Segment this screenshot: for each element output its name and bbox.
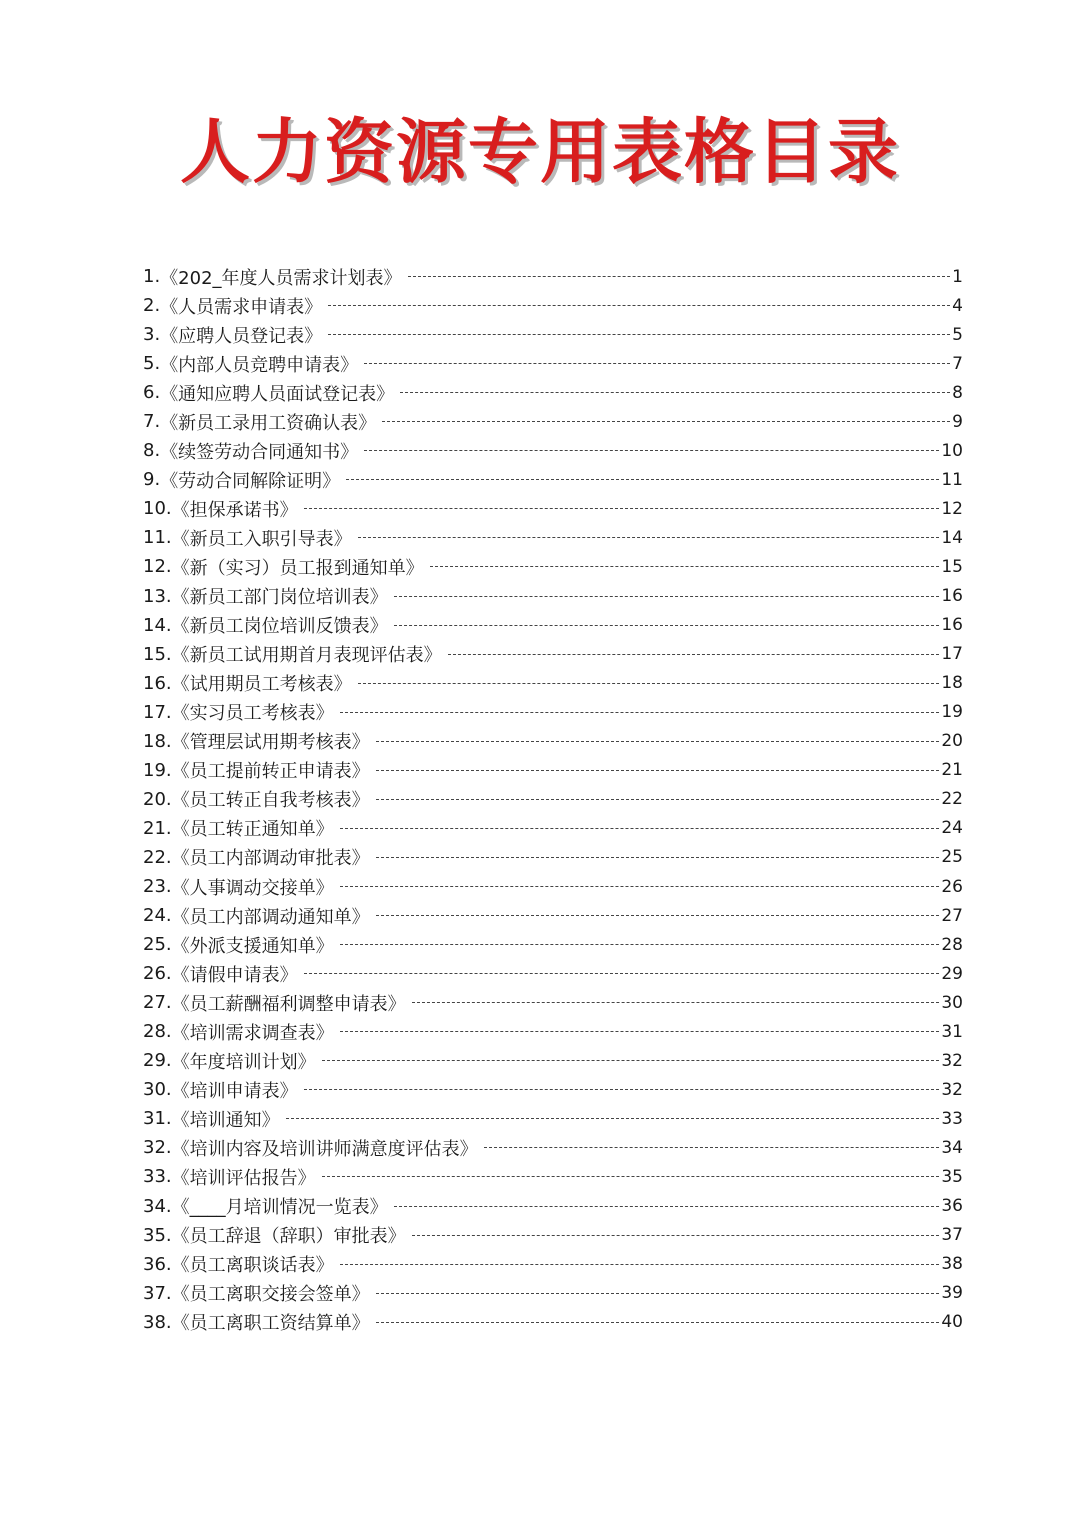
toc-entry-title: 《人员需求申请表》 bbox=[160, 296, 323, 318]
toc-leader-line bbox=[408, 276, 951, 277]
toc-entry-title: 《培训评估报告》 bbox=[171, 1167, 316, 1189]
toc-entry-title: 《新员工录用工资确认表》 bbox=[160, 412, 377, 434]
toc-leader-line bbox=[364, 363, 950, 364]
toc-entry[interactable] bbox=[143, 1133, 963, 1162]
toc-leader-line bbox=[340, 828, 940, 829]
toc-entry-number: 25. bbox=[143, 934, 172, 956]
toc-leader-line bbox=[328, 305, 950, 306]
toc-entry-number: 23. bbox=[143, 876, 172, 897]
toc-entry-page-number: 40 bbox=[941, 1312, 963, 1333]
toc-leader-line bbox=[358, 537, 940, 538]
page-title: 人力资源专用表格目录 bbox=[180, 111, 900, 193]
toc-leader-line bbox=[394, 1206, 940, 1207]
toc-entry-page-number: 34 bbox=[941, 1137, 963, 1158]
toc-leader-line bbox=[376, 1293, 940, 1294]
toc-entry-title: 《内部人员竞聘申请表》 bbox=[160, 354, 359, 376]
toc-entry-title: 《通知应聘人员面试登记表》 bbox=[160, 383, 395, 405]
toc-entry[interactable] bbox=[143, 756, 963, 785]
toc-entry-number: 9. bbox=[143, 469, 161, 491]
toc-entry-page-number: 14 bbox=[941, 527, 963, 548]
toc-entry[interactable] bbox=[143, 988, 963, 1017]
toc-entry[interactable] bbox=[143, 465, 963, 494]
toc-entry[interactable] bbox=[143, 727, 963, 756]
toc-entry[interactable] bbox=[143, 1017, 963, 1046]
toc-entry-title: 《管理层试用期考核表》 bbox=[171, 732, 370, 754]
toc-entry-page-number: 11 bbox=[941, 469, 963, 490]
toc-entry-page-number: 39 bbox=[941, 1283, 963, 1304]
toc-entry[interactable] bbox=[143, 552, 963, 581]
toc-entry[interactable] bbox=[143, 1192, 963, 1221]
toc-entry[interactable] bbox=[143, 1075, 963, 1104]
toc-entry-page-number: 5 bbox=[952, 324, 963, 345]
toc-entry-title: 《新员工入职引导表》 bbox=[171, 528, 352, 550]
toc-entry-page-number: 8 bbox=[952, 382, 963, 403]
toc-entry-page-number: 27 bbox=[941, 905, 963, 926]
toc-entry-title: 《员工离职交接会签单》 bbox=[171, 1284, 370, 1306]
toc-entry-number: 27. bbox=[143, 992, 172, 1014]
toc-leader-line bbox=[322, 1176, 940, 1177]
toc-entry-number: 7. bbox=[143, 411, 161, 433]
toc-entry-number: 5. bbox=[143, 353, 161, 375]
toc-entry-number: 8. bbox=[143, 440, 161, 462]
toc-entry-number: 34. bbox=[143, 1195, 172, 1217]
toc-entry-number: 37. bbox=[143, 1282, 172, 1304]
toc-leader-line bbox=[346, 479, 939, 480]
toc-entry-page-number: 26 bbox=[941, 876, 963, 897]
toc-entry-number: 28. bbox=[143, 1021, 172, 1043]
toc-leader-line bbox=[412, 1002, 940, 1003]
toc-entry-number: 13. bbox=[143, 585, 172, 607]
toc-entry-number: 3. bbox=[143, 324, 161, 346]
toc-entry[interactable] bbox=[143, 901, 963, 930]
toc-entry-title: 《人事调动交接单》 bbox=[171, 877, 334, 899]
toc-leader-line bbox=[394, 596, 940, 597]
toc-entry-title: 《培训需求调查表》 bbox=[171, 1022, 334, 1044]
toc-entry-number: 33. bbox=[143, 1166, 172, 1188]
toc-entry-page-number: 31 bbox=[941, 1021, 963, 1042]
toc-entry-page-number: 33 bbox=[941, 1108, 963, 1129]
toc-leader-line bbox=[412, 1235, 940, 1236]
toc-leader-line bbox=[376, 741, 940, 742]
toc-entry-number: 17. bbox=[143, 701, 172, 723]
toc-entry[interactable] bbox=[143, 1250, 963, 1279]
toc-entry[interactable] bbox=[143, 1162, 963, 1191]
toc-leader-line bbox=[340, 712, 940, 713]
toc-entry-title: 《新员工试用期首月表现评估表》 bbox=[171, 645, 442, 667]
toc-leader-line bbox=[376, 799, 940, 800]
toc-entry-title: 《请假申请表》 bbox=[171, 964, 298, 986]
toc-entry-title: 《培训申请表》 bbox=[171, 1080, 298, 1102]
toc-entry[interactable] bbox=[143, 407, 963, 436]
toc-entry-title: 《担保承诺书》 bbox=[171, 499, 298, 521]
toc-entry-page-number: 37 bbox=[941, 1225, 963, 1246]
toc-leader-line bbox=[304, 973, 940, 974]
toc-entry-number: 36. bbox=[143, 1253, 172, 1275]
toc-entry-title: 《新员工岗位培训反馈表》 bbox=[171, 616, 388, 638]
toc-entry-title: 《应聘人员登记表》 bbox=[160, 325, 323, 347]
toc-entry[interactable] bbox=[143, 611, 963, 640]
toc-entry[interactable] bbox=[143, 1308, 963, 1337]
toc-entry[interactable] bbox=[143, 872, 963, 901]
toc-entry-number: 11. bbox=[143, 527, 172, 549]
toc-entry[interactable] bbox=[143, 349, 963, 378]
toc-entry-page-number: 38 bbox=[941, 1254, 963, 1275]
toc-entry-title: 《年度培训计划》 bbox=[171, 1051, 316, 1073]
toc-entry-page-number: 19 bbox=[941, 702, 963, 723]
toc-leader-line bbox=[340, 1264, 940, 1265]
toc-leader-line bbox=[304, 508, 940, 509]
toc-entry[interactable] bbox=[143, 523, 963, 552]
toc-entry-title: 《员工内部调动审批表》 bbox=[171, 848, 370, 870]
toc-leader-line bbox=[340, 1031, 940, 1032]
toc-entry-title: 《培训内容及培训讲师满意度评估表》 bbox=[171, 1138, 478, 1160]
toc-entry-title: 《202_年度人员需求计划表》 bbox=[160, 267, 402, 289]
toc-leader-line bbox=[322, 1060, 940, 1061]
toc-entry-title: 《外派支援通知单》 bbox=[171, 935, 334, 957]
toc-entry-number: 2. bbox=[143, 295, 161, 317]
toc-leader-line bbox=[376, 1322, 940, 1323]
toc-entry-page-number: 32 bbox=[941, 1079, 963, 1100]
toc-entry-page-number: 29 bbox=[941, 963, 963, 984]
toc-entry-page-number: 30 bbox=[941, 992, 963, 1013]
toc-entry-number: 20. bbox=[143, 788, 172, 810]
toc-entry[interactable] bbox=[143, 640, 963, 669]
toc-entry-page-number: 7 bbox=[952, 353, 963, 374]
toc-entry-page-number: 9 bbox=[952, 411, 963, 432]
toc-entry-number: 15. bbox=[143, 643, 172, 665]
toc-entry-page-number: 22 bbox=[941, 789, 963, 810]
toc-entry-number: 38. bbox=[143, 1311, 172, 1333]
toc-leader-line bbox=[376, 857, 940, 858]
toc-entry-page-number: 20 bbox=[941, 731, 963, 752]
toc-entry[interactable] bbox=[143, 785, 963, 814]
toc-entry-title: 《员工内部调动通知单》 bbox=[171, 906, 370, 928]
toc-leader-line bbox=[358, 683, 940, 684]
toc-entry[interactable] bbox=[143, 378, 963, 407]
toc-leader-line bbox=[376, 915, 940, 916]
toc-entry-title: 《员工薪酬福利调整申请表》 bbox=[171, 993, 406, 1015]
toc-entry-title: 《员工离职谈话表》 bbox=[171, 1255, 334, 1277]
toc-leader-line bbox=[400, 392, 950, 393]
toc-entry[interactable] bbox=[143, 959, 963, 988]
toc-entry-number: 29. bbox=[143, 1050, 172, 1072]
toc-entry-number: 16. bbox=[143, 672, 172, 694]
toc-entry-title: 《新（实习）员工报到通知单》 bbox=[171, 557, 424, 579]
toc-entry-page-number: 16 bbox=[941, 586, 963, 607]
toc-entry-number: 30. bbox=[143, 1079, 172, 1101]
toc-entry-title: 《新员工部门岗位培训表》 bbox=[171, 587, 388, 609]
toc-entry-number: 12. bbox=[143, 556, 172, 578]
toc-entry-page-number: 16 bbox=[941, 615, 963, 636]
toc-entry-number: 26. bbox=[143, 963, 172, 985]
toc-entry[interactable] bbox=[143, 1104, 963, 1133]
toc-entry[interactable] bbox=[143, 291, 963, 320]
toc-entry-number: 10. bbox=[143, 498, 172, 520]
toc-leader-line bbox=[304, 1089, 940, 1090]
toc-leader-line bbox=[340, 944, 940, 945]
toc-entry[interactable] bbox=[143, 669, 963, 698]
table-of-contents bbox=[143, 262, 963, 1337]
toc-entry-number: 19. bbox=[143, 759, 172, 781]
toc-leader-line bbox=[430, 566, 940, 567]
toc-entry-number: 24. bbox=[143, 905, 172, 927]
toc-entry-title: 《员工提前转正申请表》 bbox=[171, 761, 370, 783]
toc-entry-page-number: 36 bbox=[941, 1196, 963, 1217]
toc-entry[interactable] bbox=[143, 436, 963, 465]
toc-entry-page-number: 15 bbox=[941, 556, 963, 577]
toc-entry[interactable] bbox=[143, 582, 963, 611]
toc-entry-page-number: 21 bbox=[941, 760, 963, 781]
toc-entry-title: 《试用期员工考核表》 bbox=[171, 674, 352, 696]
toc-entry[interactable] bbox=[143, 1221, 963, 1250]
toc-entry-page-number: 17 bbox=[941, 644, 963, 665]
toc-entry-page-number: 18 bbox=[941, 673, 963, 694]
toc-entry-number: 31. bbox=[143, 1108, 172, 1130]
toc-entry[interactable] bbox=[143, 320, 963, 349]
toc-entry-number: 18. bbox=[143, 730, 172, 752]
toc-entry[interactable] bbox=[143, 494, 963, 523]
toc-leader-line bbox=[364, 450, 939, 451]
toc-entry-page-number: 35 bbox=[941, 1166, 963, 1187]
toc-entry-title: 《员工转正自我考核表》 bbox=[171, 790, 370, 812]
toc-entry-title: 《培训通知》 bbox=[171, 1109, 280, 1131]
toc-entry-page-number: 12 bbox=[941, 498, 963, 519]
toc-entry-number: 14. bbox=[143, 614, 172, 636]
toc-entry-page-number: 28 bbox=[941, 934, 963, 955]
toc-entry-number: 6. bbox=[143, 382, 161, 404]
toc-leader-line bbox=[394, 625, 940, 626]
toc-leader-line bbox=[382, 421, 950, 422]
toc-leader-line bbox=[340, 886, 940, 887]
toc-leader-line bbox=[448, 654, 940, 655]
toc-leader-line bbox=[328, 334, 950, 335]
toc-entry[interactable] bbox=[143, 814, 963, 843]
toc-entry[interactable] bbox=[143, 698, 963, 727]
toc-entry-title: 《续签劳动合同通知书》 bbox=[160, 441, 359, 463]
toc-entry[interactable] bbox=[143, 930, 963, 959]
toc-entry-number: 22. bbox=[143, 846, 172, 868]
toc-entry-page-number: 25 bbox=[941, 847, 963, 868]
toc-entry-title: 《员工转正通知单》 bbox=[171, 819, 334, 841]
toc-entry-number: 21. bbox=[143, 817, 172, 839]
toc-entry[interactable] bbox=[143, 843, 963, 872]
toc-entry-title: 《实习员工考核表》 bbox=[171, 703, 334, 725]
toc-entry-page-number: 24 bbox=[941, 818, 963, 839]
toc-leader-line bbox=[286, 1118, 940, 1119]
toc-entry-page-number: 1 bbox=[952, 266, 963, 287]
toc-entry-page-number: 10 bbox=[941, 440, 963, 461]
toc-entry[interactable] bbox=[143, 1046, 963, 1075]
toc-entry-number: 32. bbox=[143, 1137, 172, 1159]
toc-entry[interactable] bbox=[143, 1279, 963, 1308]
toc-entry-number: 1. bbox=[143, 266, 161, 288]
toc-entry-title: 《员工辞退（辞职）审批表》 bbox=[171, 1226, 406, 1248]
toc-leader-line bbox=[376, 770, 940, 771]
toc-entry[interactable] bbox=[143, 262, 963, 291]
toc-entry-page-number: 4 bbox=[952, 295, 963, 316]
toc-entry-number: 35. bbox=[143, 1224, 172, 1246]
toc-entry-page-number: 32 bbox=[941, 1050, 963, 1071]
toc-entry-title: 《员工离职工资结算单》 bbox=[171, 1313, 370, 1335]
toc-leader-line bbox=[484, 1147, 940, 1148]
toc-entry-title: 《____月培训情况一览表》 bbox=[171, 1197, 388, 1219]
toc-entry-title: 《劳动合同解除证明》 bbox=[160, 470, 341, 492]
